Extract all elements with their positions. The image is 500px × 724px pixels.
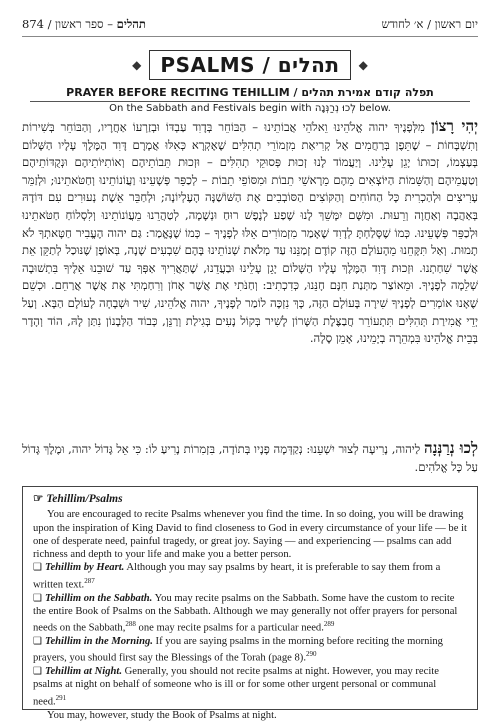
checkbox-bullet-icon: ❑ <box>33 666 42 678</box>
title-hebrew: תהלים <box>277 53 340 77</box>
note-item: ❑ Tehillim in the Morning. If you are saying psalms in the morning before reciting the morning prayers, you should first say the Blessings of the Torah (page 8).$^{290}$ <box>33 636 443 664</box>
running-header <box>22 14 478 37</box>
title-box: PSALMS / תהלים <box>149 50 350 80</box>
checkbox-bullet-icon: ❑ <box>33 636 42 648</box>
prayer-body: מִלְּפָנֶיךָ יהוה אֱלֹהֵינוּ וֵאלֹהֵי אֲבוֹתֵינוּ – הַבּוֹחֵר בְּדָוִד עַבְדּוֹ וּבְזַרְעוֹ אַחֲרָיו, וְהַבּוֹחֵר בְּשִׁירוֹת וְתִשְׁבָּחוֹת – שֶׁתֵּפֶן בְּרַחֲמִים אֶל קְרִיאַת מִזְמוֹרֵי תְהִלִּים שֶׁאֶקְרָא כְּאִלּוּ אֲמָרָם דָּוִד הַמֶּלֶךְ עָלָיו הַשָּׁלוֹם בְּעַצְמוֹ, זְכוּתוֹ יָגֵן עָלֵינוּ. וְיַעֲמוֹד לָנוּ זְכוּת פְּסוּקֵי תְהִלִּים – וּזְכוּת תֵּבוֹתֵיהֶם וְאוֹתִיּוֹתֵיהֶם וּנְקֻדּוֹתֵיהֶם וְטַעֲמֵיהֶם וְהַשֵּׁמוֹת הַיּוֹצְאִים מֵהֶם מֵרָאשֵׁי תֵבוֹת וּמִסּוֹפֵי תֵבוֹת – לְכַפֵּר פְּשָׁעֵינוּ וַעֲוֹנוֹתֵינוּ וְחַטֹּאתֵינוּ; וּלְזַמֵּר עָרִיצִים וּלְהַכְרִית כָּל הַחוֹחִים וְהַקּוֹצִים הַסּוֹבְבִים אֶת הַשּׁוֹשַׁנָּה הָעֶלְיוֹנָה; וּלְחַבֵּר אֵשֶׁת נְעוּרִים עִם דּוֹדָהּ בְּאַהֲבָה וְאַחֲוָה וְרֵעוּת. וּמִשָּׁם יִמָּשֵׁךְ לָנוּ שֶׁפַע לְנֶפֶשׁ רוּחַ וּנְשָׁמָה, לְטַהֲרֵנוּ מֵעֲוֹנוֹתֵינוּ וְלִסְלוֹחַ חַטֹּאתֵינוּ וּלְכַפֵּר פְּשָׁעֵינוּ. כְּמוֹ שֶׁסָּלַחְתָּ לְדָוִד שֶׁאָמַר מִזְמוֹרִים אֵלּוּ לְפָנֶיךָ – כְּמוֹ שֶׁנֶּאֱמַר: גַּם יהוה הֶעֱבִיר חַטָּאתְךָ לֹא תָמוּת. וְאַל תִּקָּחֵנוּ מֵהָעוֹלָם הַזֶּה קוֹדֶם זְמַנֵּנוּ עַד מְלֹאת שְׁנוֹתֵינוּ בָּהֶם שִׁבְעִים שָׁנָה, בְּאוֹפֶן שֶׁנּוּכַל לְתַקֵּן אֵת אֲשֶׁר שִׁחַתְנוּ. וּזְכוּת דָּוִד הַמֶּלֶךְ עָלָיו הַשָּׁלוֹם יָגֵן עָלֵינוּ וּבַעֲדֵנוּ, שֶׁתַּאֲרִיךְ אַפְּךָ עַד שׁוּבֵנוּ אֵלֶיךָ בִּתְשׁוּבָה שְׁלֵמָה לְפָנֶיךָ. וּמֵאוֹצַר מַתְּנַת חִנָּם חָנֵּנוּ, כְּדִכְתִיב: וְחַנֹּתִי אֶת אֲשֶׁר אָחֹן וְרִחַמְתִּי אֶת אֲשֶׁר אֲרַחֵם. וּכְשֵׁם שֶׁאָנוּ אוֹמְרִים לְפָנֶיךָ שִׁירָה בָּעוֹלָם הַזֶּה, כָּךְ נִזְכֶּה לוֹמַר לְפָנֶיךָ, יהוה אֱלֹהֵינוּ, שִׁיר וּשְׁבָחָה לָעוֹלָם הַבָּא. וְעַל יְדֵי אֲמִירַת תְּהִלִּים תִּתְעוֹרֵר חֲבַצֶּלֶת הַשָּׁרוֹן לָשִׁיר בְּקוֹל נָעִים בְּגִילַת וְרַנֵּן, כְּבוֹד הַלְּבָנוֹן נִתַּן לָהּ, הוֹד וְהָדָר בְּבֵית אֱלֹהֵינוּ בִּמְהֵרָה בְיָמֵינוּ, אָמֵן סֶלָה. <box>22 120 478 346</box>
book-title: תהלים <box>116 17 146 31</box>
lechu-neranena-text <box>22 440 478 478</box>
note-item: ❑ Tehillim at Night. Generally, you should not recite psalms at night. However, you may recite psalms at night on behalf of someone who is ill or for some other urgent personal or communal need.$^{291}$ <box>33 666 439 708</box>
lechu-body: לַיהוה, נָרִיעָה לְצוּר יִשְׁעֵנוּ: נְקַדְּמָה פָנָיו בְּתוֹדָה, בִּזְמִרוֹת נָרִיעַ לוֹ: כִּי אֵל גָּדוֹל יהוה, וּמֶלֶךְ גָּדוֹל עַל כָּל אֱלֹהִים. <box>22 442 478 474</box>
pointing-hand-icon: ☞ <box>33 493 44 505</box>
prayer-subtitle: PRAYER BEFORE RECITING TEHILLIM / תפלה קודם אמירת תהלים <box>30 86 470 102</box>
diamond-ornament-icon: ◆ <box>132 58 142 72</box>
diamond-ornament-icon: ◆ <box>358 58 368 72</box>
title-english: PSALMS <box>160 53 255 77</box>
notes-heading: ☞ Tehillim/Psalms <box>33 493 123 505</box>
note-item: ❑ Tehillim by Heart. Although you may say psalms by heart, it is preferable to say them from a written text.$^{287}$ <box>33 562 441 591</box>
notes-intro: You are encouraged to recite Psalms whenever you find the time. In so doing, you will be drawing upon the inspiration of King David to find closeness to God in every circumstance of your life — be it one of desperate need, painful tragedy, or great joy. Saying — and experiencing — psalms can add richness and depth to your life and make you a better person. <box>33 509 467 561</box>
page-title <box>0 46 500 84</box>
tehillim-notes-box <box>22 486 478 721</box>
checkbox-bullet-icon: ❑ <box>33 592 42 604</box>
note-item: ❑ Tehillim on the Sabbath. You may recite psalms on the Sabbath. Some have the custom to recite the entire Book of Psalms on the Sabbath. Although we may generally not offer prayers for personal needs on the Sabbath,$^{288}$ one may recite psalms for a particular need.$^{289}$ <box>33 592 458 634</box>
page-number: 874 <box>22 17 44 31</box>
lechu-lead-word: לְכוּ נְרַנְּנָה <box>423 439 478 457</box>
header-left: 874 / תהלים – ספר ראשון <box>22 17 146 31</box>
prayer-text <box>22 118 478 436</box>
sabbath-note: On the Sabbath and Festivals begin with לְכוּ נְרַנְּנָה below. <box>109 103 391 114</box>
notes-closing: You may, however, study the Book of Psalms at night. <box>47 709 277 721</box>
prayer-lead-word: יְהִי רָצוֹן <box>431 117 479 135</box>
checkbox-bullet-icon: ❑ <box>33 562 42 574</box>
section-label: ספר ראשון <box>55 17 104 31</box>
day-label: יום ראשון / א׳ לחודש <box>381 17 478 31</box>
